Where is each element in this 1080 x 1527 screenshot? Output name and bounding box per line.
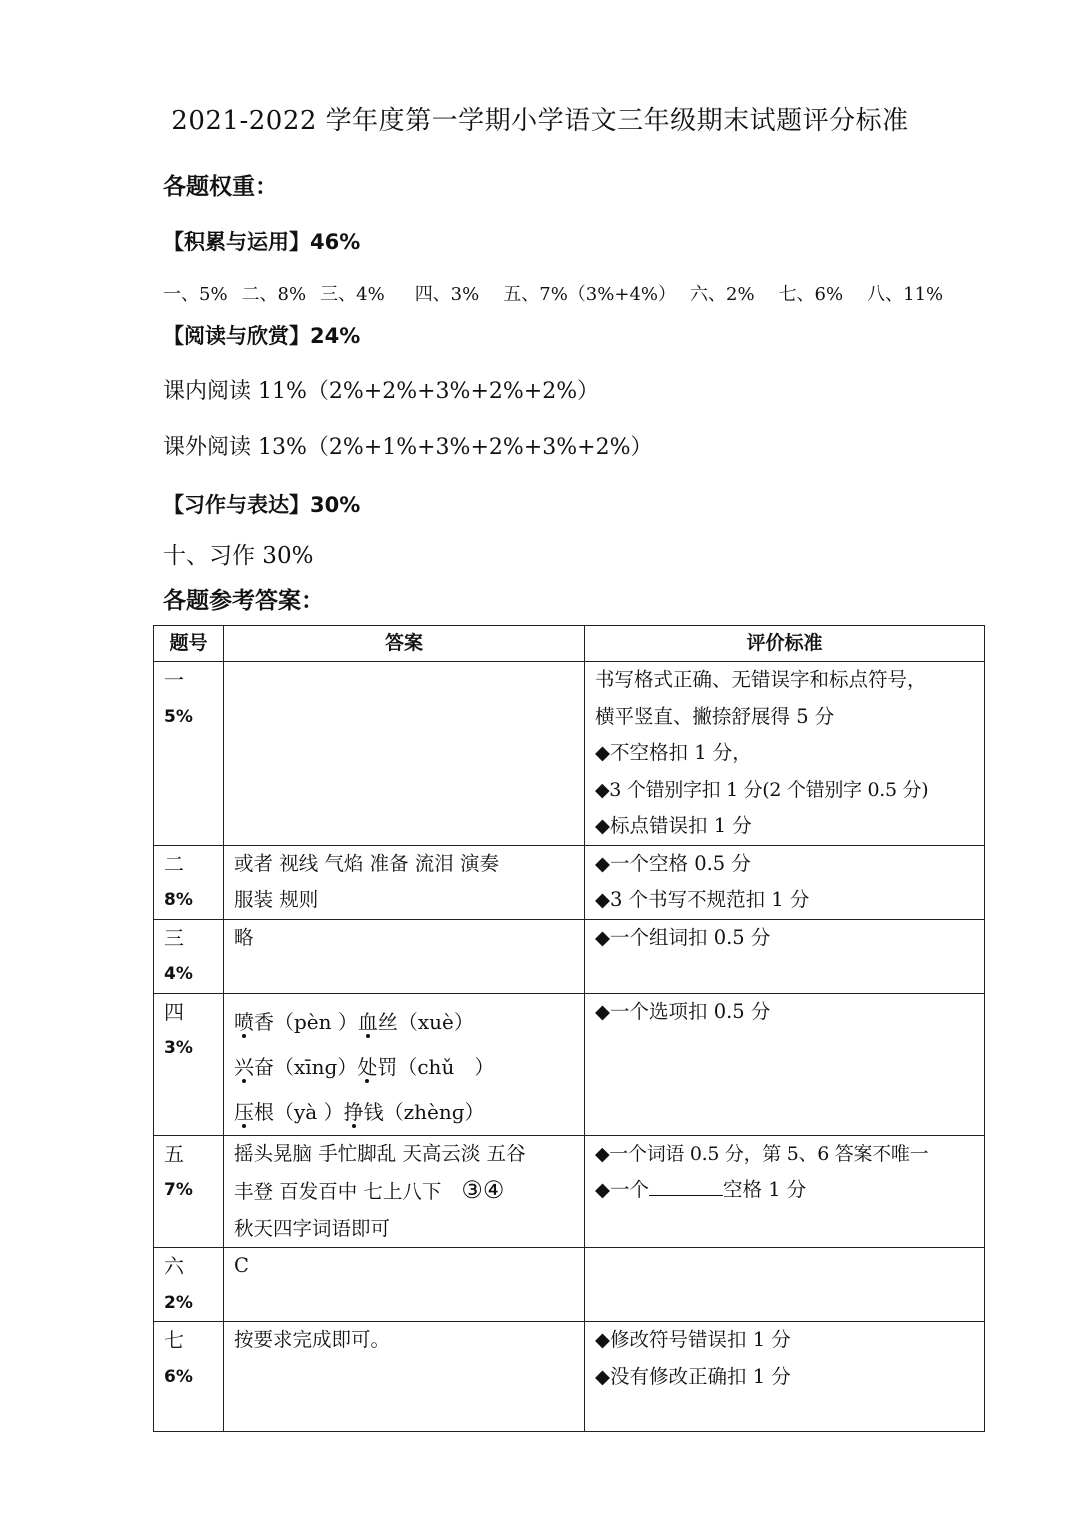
criteria-line: ◆3 个错别字扣 1 分(2 个错别字 0.5 分)	[595, 778, 929, 801]
answer-line: 略	[234, 925, 254, 949]
section-heading-accumulation: 【积累与运用】46%	[163, 230, 361, 254]
header-criteria: 评价标准	[585, 626, 985, 662]
question-number: 一	[164, 668, 184, 692]
blank-underline	[649, 1175, 723, 1196]
question-weight: 3%	[164, 1038, 193, 1058]
pinyin: （yà ）	[274, 1099, 344, 1124]
criteria-line: ◆一个空格 0.5 分	[595, 851, 751, 875]
answer-cell	[224, 993, 585, 1135]
question-number: 三	[164, 925, 184, 950]
table-row	[154, 919, 985, 993]
answer-line: 秋天四字词语即可	[234, 1216, 391, 1240]
answer-cell	[224, 845, 585, 919]
character: 钱	[363, 1099, 384, 1124]
question-number: 四	[164, 999, 184, 1024]
character: 罚	[377, 1054, 398, 1079]
answer-line	[234, 1090, 574, 1135]
criteria-line: 书写格式正确、无错误字和标点符号，	[595, 668, 927, 691]
criteria-cell	[585, 845, 985, 919]
criteria-cell	[585, 1135, 985, 1248]
table-row	[154, 1248, 985, 1322]
question-weight: 6%	[164, 1366, 193, 1387]
weight-item: 八、11%	[867, 284, 944, 305]
weights-heading: 各题权重：	[163, 174, 278, 200]
answer-line	[234, 1172, 574, 1211]
character: 香	[254, 1009, 274, 1034]
answer-line	[234, 1000, 574, 1045]
criteria-line: ◆一个组词扣 0.5 分	[595, 925, 771, 949]
answer-line: 服装 规则	[234, 888, 319, 911]
criteria-line: ◆不空格扣 1 分，	[595, 741, 752, 764]
question-number-cell	[154, 993, 224, 1135]
question-number-cell	[154, 1135, 224, 1248]
answer-cell	[224, 662, 585, 846]
question-number-cell	[154, 1248, 224, 1322]
weight-item: 七、6%	[778, 284, 844, 305]
pinyin: （pèn ）	[274, 1009, 358, 1034]
weight-item: 六、2%	[690, 284, 755, 305]
criteria-text: ◆一个	[595, 1178, 649, 1201]
answer-line: 摇头晃脑 手忙脚乱 天高云淡 五谷	[234, 1141, 526, 1165]
answer-cell	[224, 1322, 585, 1432]
character: 根	[254, 1099, 274, 1124]
dotted-character: 喷	[234, 1009, 254, 1034]
header-num: 题号	[154, 626, 224, 662]
answer-cell	[224, 1135, 585, 1248]
answer-cell	[224, 919, 585, 993]
question-weight: 7%	[164, 1180, 193, 1200]
table-row	[154, 1322, 985, 1432]
answers-heading: 各题参考答案：	[163, 588, 324, 614]
question-number: 六	[164, 1254, 184, 1278]
weight-item: 三、4%	[320, 284, 385, 305]
criteria-cell	[585, 919, 985, 993]
answer-line: C	[234, 1254, 249, 1277]
weight-item: 一、5%	[163, 284, 228, 305]
character: 奋	[254, 1054, 274, 1079]
table-row	[154, 662, 985, 846]
criteria-cell	[585, 662, 985, 846]
dotted-character: 血	[357, 1009, 378, 1034]
question-number-cell	[154, 919, 224, 993]
question-number: 二	[164, 851, 184, 876]
answer-line: 或者 视线 气焰 准备 流泪 演奏	[234, 851, 499, 875]
dotted-character: 挣	[343, 1099, 364, 1124]
criteria-line: ◆一个词语 0.5 分，第 5、6 答案不唯一	[595, 1142, 929, 1165]
question-number: 七	[164, 1328, 184, 1352]
table-row	[154, 845, 985, 919]
weight-item: 四、3%	[414, 284, 480, 305]
dotted-character: 兴	[234, 1054, 254, 1079]
accumulation-weights	[163, 280, 943, 306]
character: 丝	[377, 1009, 398, 1034]
question-number-cell	[154, 845, 224, 919]
pinyin: （zhènɡ）	[383, 1099, 485, 1124]
weight-item: 二、8%	[241, 284, 307, 305]
question-weight: 2%	[164, 1292, 193, 1313]
criteria-line: ◆修改符号错误扣 1 分	[595, 1328, 791, 1351]
dotted-character: 压	[234, 1099, 254, 1124]
criteria-cell	[585, 993, 985, 1135]
criteria-line: ◆一个选项扣 0.5 分	[595, 999, 771, 1023]
circled-answer: ③④	[461, 1176, 505, 1204]
answer-cell	[224, 1248, 585, 1322]
answer-text: 丰登 百发百中 七上八下	[234, 1180, 442, 1203]
table-header-row	[154, 626, 985, 662]
question-number-cell	[154, 662, 224, 846]
section-heading-writing: 【习作与表达】30%	[163, 493, 361, 517]
writing-item: 十、习作 30%	[163, 543, 314, 569]
answers-table	[153, 625, 985, 1432]
header-answer: 答案	[224, 626, 585, 662]
pinyin: （chǔ ）	[397, 1054, 495, 1079]
table-row	[154, 1135, 985, 1248]
criteria-cell	[585, 1248, 985, 1322]
criteria-cell	[585, 1322, 985, 1432]
reading-extracurricular: 课外阅读 13%（2%+1%+3%+2%+3%+2%）	[163, 435, 653, 460]
reading-in-class: 课内阅读 11%（2%+2%+3%+2%+2%）	[163, 379, 600, 404]
page-title: 2021-2022 学年度第一学期小学语文三年级期末试题评分标准	[171, 106, 909, 136]
pinyin: （xīnɡ）	[274, 1054, 358, 1079]
criteria-line	[595, 1172, 974, 1209]
table-row	[154, 993, 985, 1135]
criteria-line: ◆3 个书写不规范扣 1 分	[595, 888, 810, 911]
question-number: 五	[164, 1141, 184, 1166]
criteria-line: ◆没有修改正确扣 1 分	[595, 1364, 791, 1388]
criteria-line: 横平竖直、撇捺舒展得 5 分	[595, 704, 835, 728]
section-heading-reading: 【阅读与欣赏】24%	[163, 324, 361, 348]
dotted-character: 处	[357, 1054, 378, 1079]
pinyin: （xuè）	[397, 1009, 474, 1034]
question-weight: 4%	[164, 964, 193, 984]
question-number-cell	[154, 1322, 224, 1432]
answer-line	[234, 1045, 574, 1090]
question-weight: 5%	[164, 706, 193, 727]
question-weight: 8%	[164, 890, 193, 910]
answer-line: 按要求完成即可。	[234, 1328, 391, 1351]
criteria-line: ◆标点错误扣 1 分	[595, 814, 752, 837]
criteria-text: 空格 1 分	[723, 1178, 807, 1201]
weight-item: 五、7%（3%+4%）	[503, 284, 676, 305]
